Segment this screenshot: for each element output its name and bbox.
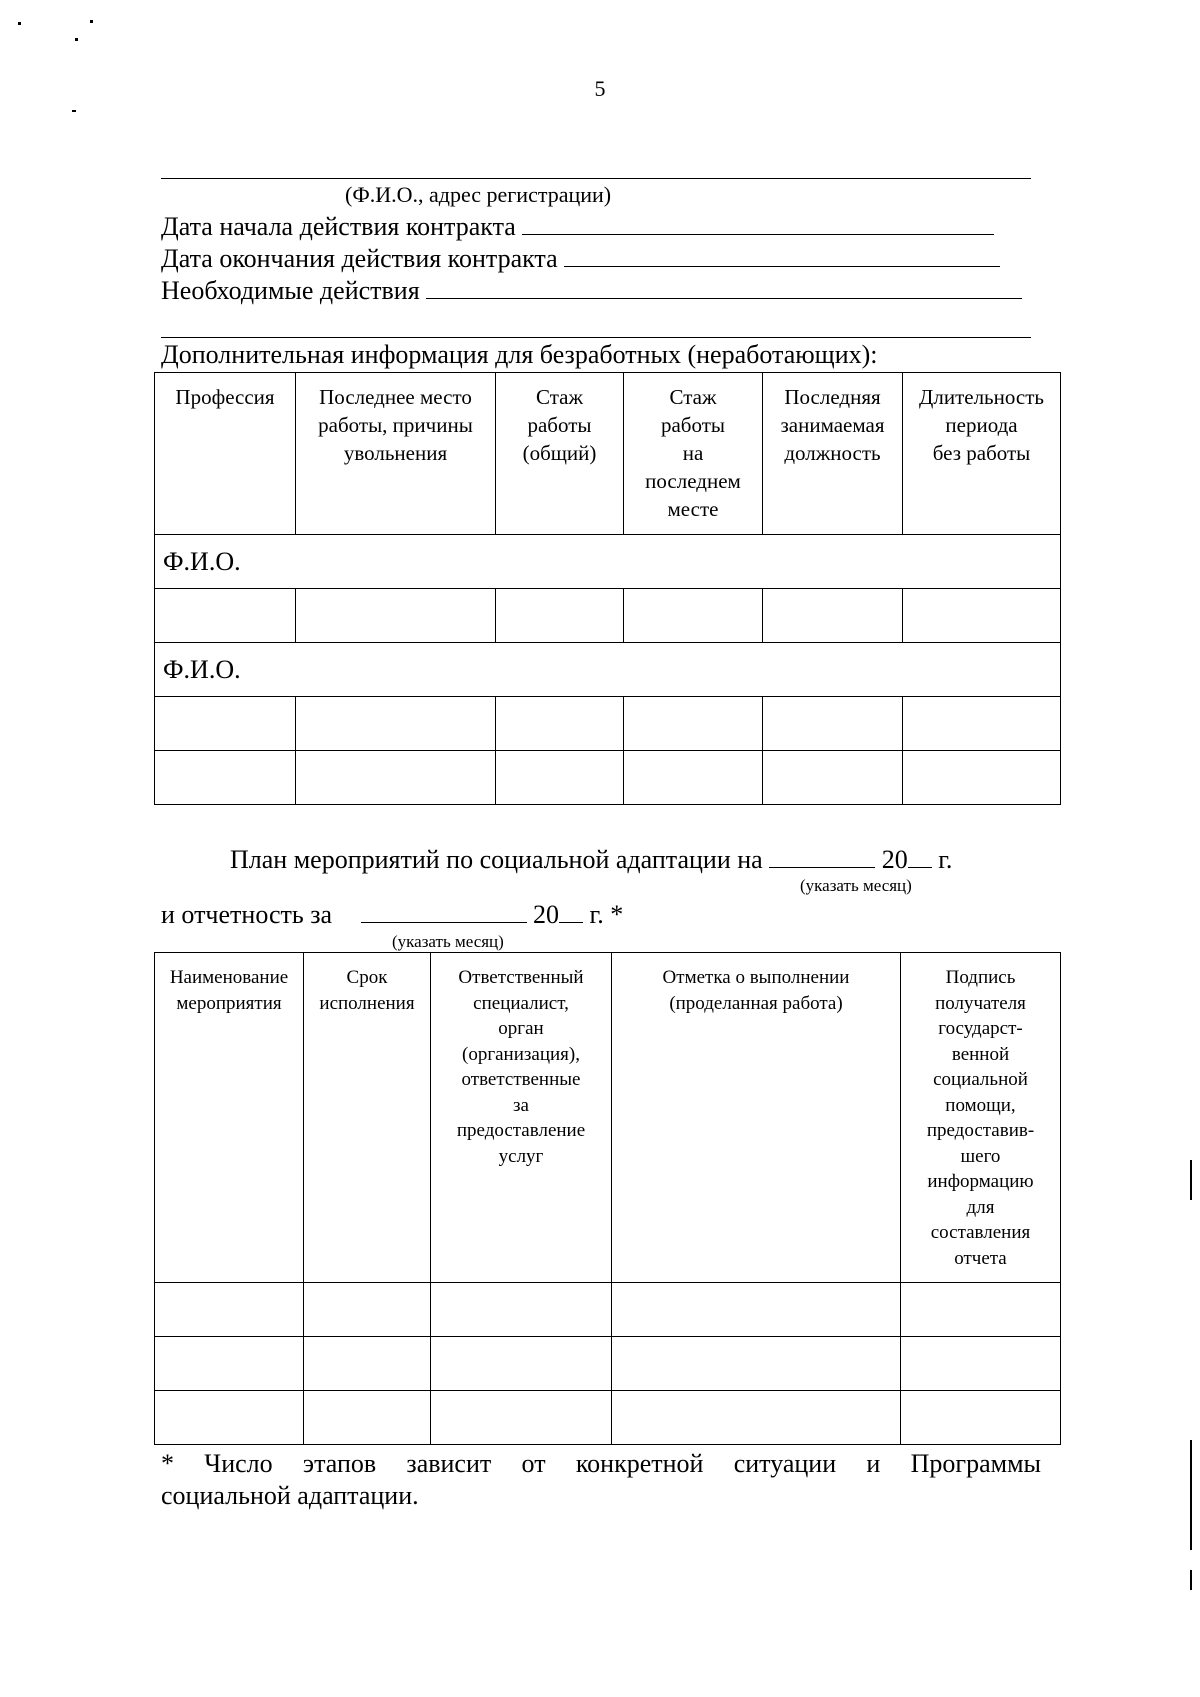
table-cell[interactable] [496, 697, 624, 751]
header-line: занимаемая [780, 413, 885, 437]
scan-artifact [1190, 1570, 1192, 1590]
table-cell[interactable] [496, 589, 624, 643]
table-cell[interactable] [763, 589, 903, 643]
header-last-place-experience [624, 373, 763, 535]
required-actions-line-2 [161, 337, 1031, 338]
plan-year-suffix: г. [938, 845, 953, 874]
report-month-input[interactable] [361, 900, 527, 923]
header-last-workplace [296, 373, 496, 535]
header-line: должность [784, 441, 881, 465]
table-cell[interactable] [296, 697, 496, 751]
table-cell[interactable] [612, 1391, 901, 1445]
scan-artifact [72, 110, 76, 112]
table-row [155, 589, 1061, 643]
table-cell[interactable] [155, 589, 296, 643]
report-heading [161, 900, 623, 930]
header-line: Отметка о выполнении [662, 967, 850, 988]
header-line: Наименование [169, 967, 289, 988]
table-cell[interactable] [155, 697, 296, 751]
table-cell[interactable] [763, 751, 903, 805]
table-cell[interactable] [304, 1283, 431, 1337]
report-year-prefix: 20 [533, 900, 560, 929]
header-line: шего [960, 1145, 1001, 1167]
header-total-experience [496, 373, 624, 535]
header-line: отчета [954, 1247, 1007, 1269]
header-line: Подпись [945, 967, 1016, 988]
table-row [155, 643, 1061, 697]
header-line: информацию [927, 1171, 1034, 1192]
table-cell[interactable] [901, 1283, 1061, 1337]
header-line: Стаж [536, 385, 583, 409]
header-event-name [155, 953, 304, 1283]
fio-caption: (Ф.И.О., адрес регистрации) [345, 182, 612, 207]
header-line: Длительность [919, 385, 1044, 409]
table-cell[interactable] [155, 1283, 304, 1337]
table-cell[interactable] [431, 1337, 612, 1391]
plan-year-input[interactable] [908, 845, 932, 868]
header-line: услуг [498, 1145, 544, 1167]
header-line: получателя [935, 992, 1026, 1014]
header-line: орган [498, 1018, 544, 1039]
header-line: специалист, [473, 992, 569, 1014]
contract-end-label: Дата окончания действия контракта [161, 244, 558, 273]
header-line: Последнее место [319, 385, 472, 409]
header-line: предоставление [456, 1120, 586, 1141]
header-line: увольнения [343, 441, 448, 465]
header-deadline [304, 953, 431, 1283]
header-line: государст- [938, 1018, 1023, 1039]
table-cell[interactable] [903, 697, 1061, 751]
header-line: ответственные [461, 1069, 581, 1090]
contract-start-label: Дата начала действия контракта [161, 212, 516, 241]
contract-end-field [161, 244, 1000, 274]
required-actions-field [161, 276, 1022, 306]
plan-heading [230, 845, 952, 875]
table-cell[interactable] [431, 1391, 612, 1445]
required-actions-input[interactable] [426, 276, 1022, 299]
header-line: составления [930, 1222, 1031, 1243]
report-year-input[interactable] [559, 900, 583, 923]
table-cell[interactable] [612, 1337, 901, 1391]
header-line: без работы [932, 441, 1031, 465]
contract-end-input[interactable] [564, 244, 1000, 267]
fio-row-label[interactable]: Ф.И.О. [155, 643, 1061, 697]
table-cell[interactable] [624, 697, 763, 751]
header-line: (общий) [522, 441, 597, 465]
report-month-hint: (указать месяц) [392, 932, 504, 951]
table-cell[interactable] [431, 1283, 612, 1337]
table-cell[interactable] [155, 1391, 304, 1445]
report-text: и отчетность за [161, 900, 333, 929]
header-line: помощи, [945, 1094, 1016, 1116]
header-line: социальной [933, 1069, 1028, 1090]
table-row [155, 535, 1061, 589]
header-profession [155, 373, 296, 535]
table-cell[interactable] [624, 589, 763, 643]
header-line: работы [527, 413, 592, 437]
table-row [155, 751, 1061, 805]
header-line: Ответственный [458, 967, 584, 988]
fio-row-label[interactable]: Ф.И.О. [155, 535, 1061, 589]
table-cell[interactable] [612, 1283, 901, 1337]
table-cell[interactable] [155, 751, 296, 805]
header-line: Последняя [784, 385, 881, 409]
plan-month-input[interactable] [769, 845, 875, 868]
table-cell[interactable] [763, 697, 903, 751]
header-line: венной [951, 1043, 1010, 1065]
scan-artifact [1190, 1440, 1192, 1550]
additional-info-title: Дополнительная информация для безработных (неработающих): [161, 340, 878, 369]
page-number: 5 [594, 76, 606, 101]
unemployed-info-table [154, 372, 1061, 805]
table2-header-row [155, 953, 1061, 1283]
header-line: исполнения [319, 992, 415, 1014]
scan-artifact [75, 38, 78, 41]
header-last-position [763, 373, 903, 535]
header-line: Стаж [669, 385, 717, 409]
contract-start-field [161, 212, 994, 242]
header-unemployment-duration [903, 373, 1061, 535]
report-year-suffix: г. * [589, 900, 624, 929]
header-line: (организация), [462, 1043, 580, 1065]
header-line: работы [660, 413, 725, 437]
table-row [155, 1337, 1061, 1391]
table-cell[interactable] [624, 751, 763, 805]
header-line: мероприятия [176, 992, 282, 1014]
header-line: периода [945, 413, 1018, 437]
table-cell[interactable] [901, 1391, 1061, 1445]
header-line: (проделанная работа) [669, 992, 843, 1014]
header-line: месте [667, 497, 719, 521]
table-cell[interactable] [496, 751, 624, 805]
table-row [155, 1283, 1061, 1337]
fio-line [161, 178, 1031, 179]
plan-text: План мероприятий по социальной адаптации на [230, 845, 763, 874]
header-responsible [431, 953, 612, 1283]
plan-year-prefix: 20 [881, 845, 908, 874]
header-signature [901, 953, 1061, 1283]
footnote-line-1: * Число этапов зависит от конкретной ситуации и Программы [161, 1449, 1041, 1478]
header-line: для [966, 1196, 995, 1218]
footnote-line-2: социальной адаптации. [161, 1481, 419, 1510]
table-cell[interactable] [155, 1337, 304, 1391]
table-row [155, 1391, 1061, 1445]
header-line: Профессия [175, 385, 275, 409]
scan-artifact [90, 20, 93, 23]
plan-month-hint: (указать месяц) [800, 876, 912, 895]
header-line: предоставив- [926, 1120, 1035, 1141]
table-cell[interactable] [304, 1391, 431, 1445]
scan-artifact [1190, 1160, 1192, 1200]
scan-artifact [18, 22, 21, 25]
table-row [155, 697, 1061, 751]
footnote [161, 1448, 1041, 1512]
required-actions-label: Необходимые действия [161, 276, 420, 305]
table1-header-row [155, 373, 1061, 535]
table-cell[interactable] [901, 1337, 1061, 1391]
table-cell[interactable] [903, 751, 1061, 805]
table-cell[interactable] [304, 1337, 431, 1391]
adaptation-plan-table [154, 952, 1061, 1445]
header-line: работы, причины [318, 413, 473, 437]
header-line: Срок [346, 967, 388, 988]
table-cell[interactable] [296, 589, 496, 643]
table-cell[interactable] [903, 589, 1061, 643]
header-line: за [513, 1094, 529, 1116]
header-line: последнем [645, 469, 741, 493]
table-cell[interactable] [296, 751, 496, 805]
header-completion-mark [612, 953, 901, 1283]
header-line: на [682, 441, 704, 465]
contract-start-input[interactable] [522, 212, 994, 235]
